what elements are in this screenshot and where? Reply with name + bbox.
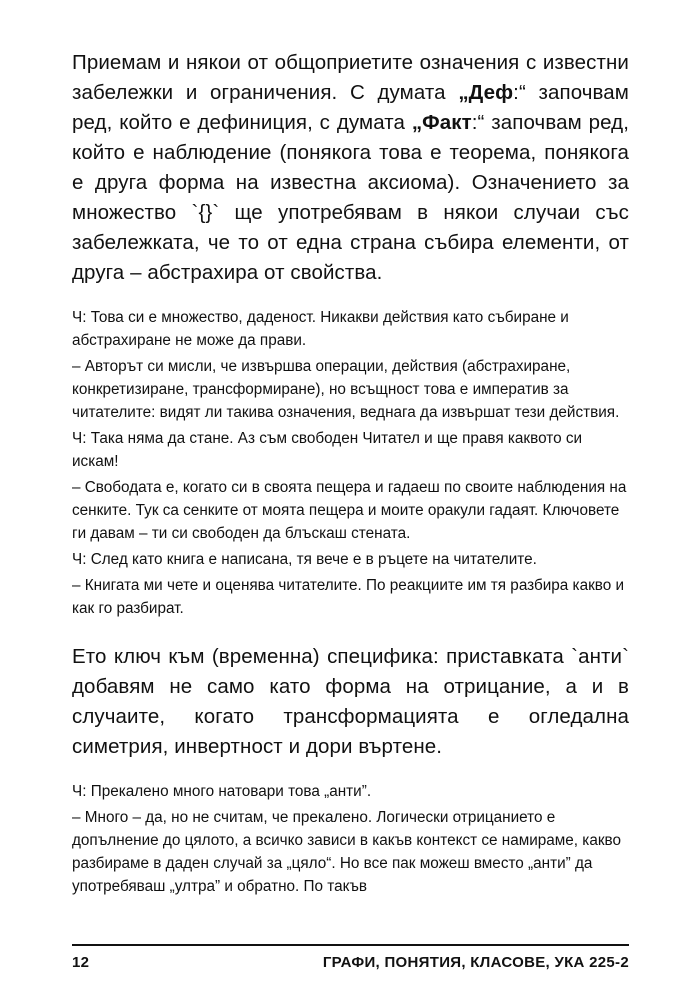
- page-number: 12: [72, 954, 90, 971]
- dialog-block-2: [72, 780, 629, 898]
- dialog-line: Ч: Така няма да стане. Аз съм свободен Читател и ще правя каквото си искам!: [72, 430, 583, 470]
- key-paragraph: Ето ключ към (временна) специфика: приставката `анти` добавям не само като форма на отрицание, а и в случаите, когато трансформацията е огледална симетрия, инвертност и дори въртене.: [72, 645, 629, 758]
- dialog-line: – Книгата ми чете и оценява читателите. По реакциите им тя разбира какво и как го разбират.: [72, 577, 625, 617]
- fact-keyword: „Факт: [411, 111, 472, 134]
- dialog-line: Ч: Това си е множество, даденост. Никакви действия като събиране и абстрахиране не може да прави.: [72, 309, 569, 349]
- paragraph-text: :“ започвам ред, който е наблюдение (понякога това е теорема, понякога е друга форма на известна аксиома). Означението за множество `{}` ще употребявам в някои случаи със забележката, че то от една страна събира елементи, от друга – абстрахира от свойства.: [72, 111, 629, 284]
- dialog-line: – Авторът си мисли, че извършва операции, действия (абстрахиране, конкретизиране, трансформиране), но всъщност това е императив за читателите: видят ли такива означения, веднага да извършат тези действия.: [72, 358, 620, 421]
- page-content: [72, 48, 629, 920]
- def-keyword: „Деф: [458, 81, 514, 104]
- dialog-line: Ч: Прекалено много натовари това „анти”.: [72, 783, 372, 800]
- paragraph-text: Приемам и някои от общоприетите означения с известни забележки и ограничения. С думата: [72, 51, 629, 104]
- running-title: ГРАФИ, ПОНЯТИЯ, КЛАСОВЕ, УКА 225-2: [322, 954, 629, 971]
- dialog-line: – Свободата е, когато си в своята пещера и гадаеш по своите наблюдения на сенките. Тук са сенките от моята пещера и моите оракули гадаят. Ключовете ги давам – ти си свободен да блъскаш стената.: [72, 479, 627, 542]
- intro-paragraph: [72, 48, 629, 288]
- dialog-line: Ч: След като книга е написана, тя вече е в ръцете на читателите.: [72, 551, 537, 568]
- dialog-block-1: [72, 306, 629, 620]
- page-footer: [72, 944, 629, 971]
- paragraph-text: :“ започвам ред, който е дефиниция, с думата: [72, 81, 629, 134]
- dialog-line: – Много – да, но не считам, че прекалено. Логически отрицанието е допълнение до цялото, а всичко зависи в какъв контекст се намираме, какво разбираме в даден случай за „цяло“. Но все пак можеш вместо „анти” да употребяваш „ултра” и обратно. По такъв: [72, 809, 621, 895]
